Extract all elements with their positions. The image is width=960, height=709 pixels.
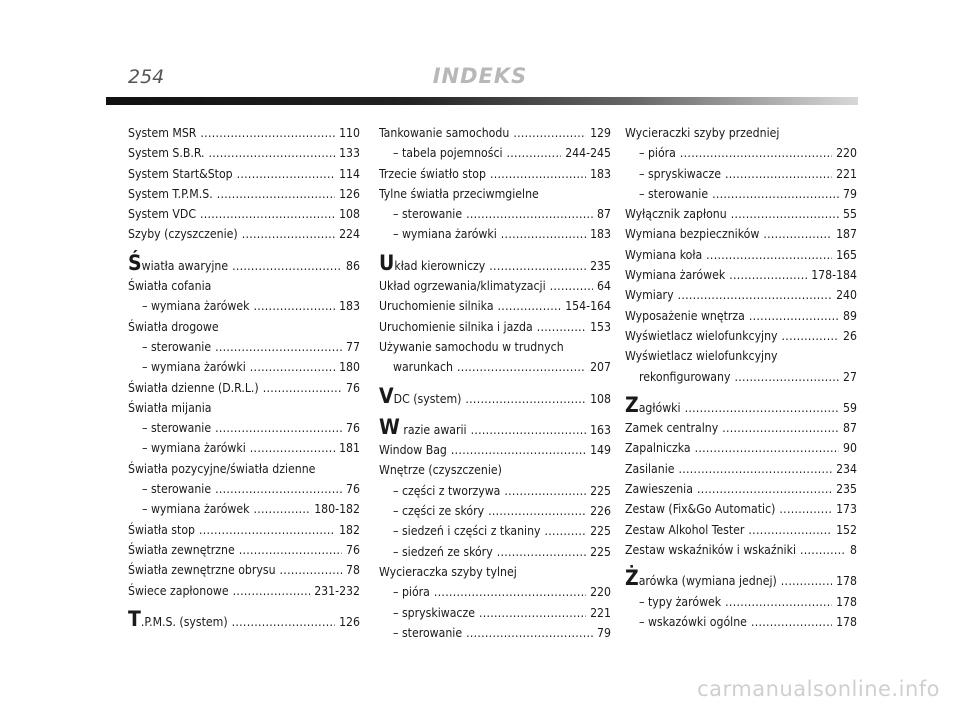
index-entry: Uruchomienie silnika . . . 154-164 <box>379 296 611 316</box>
index-entry: Wymiana koła . . . 165 <box>625 245 857 265</box>
index-subentry: – sterowanie . . . 79 <box>379 623 611 643</box>
index-entry: Światła dzienne (D.R.L.) . . . 76 <box>128 378 360 398</box>
index-entry: Wyposażenie wnętrza . . . 89 <box>625 306 857 326</box>
index-subentry: – wymiana żarówki . . . 183 <box>379 224 611 244</box>
index-heading: Wyświetlacz wielofunkcyjny <box>625 349 778 364</box>
index-subentry: – spryskiwacze . . . 221 <box>625 164 857 184</box>
index-entry: System T.P.M.S. . . . 126 <box>128 184 360 204</box>
index-subentry: warunkach . . . 207 <box>379 357 611 377</box>
section-initial: W <box>379 414 400 439</box>
index-subentry: – tabela pojemności . . . 244-245 <box>379 143 611 163</box>
index-subentry: – typy żarówek . . . 178 <box>625 592 857 612</box>
index-entry: Światła zewnętrzne obrysu . . . 78 <box>128 560 360 580</box>
index-subentry: – pióra . . . 220 <box>625 143 857 163</box>
index-entry: Światła stop . . . 182 <box>128 520 360 540</box>
index-entry: Zestaw wskaźników i wskaźniki . . . 8 <box>625 540 857 560</box>
index-column-3 <box>625 123 857 632</box>
index-subentry: – sterowanie . . . 76 <box>128 418 360 438</box>
index-heading: Światła drogowe <box>128 319 219 334</box>
section-initial: V <box>379 383 394 408</box>
index-entry: Szyby (czyszczenie) . . . 224 <box>128 224 360 244</box>
index-entry: Światła zewnętrzne . . . 76 <box>128 540 360 560</box>
section-initial: Z <box>625 392 639 417</box>
index-column-1 <box>128 123 360 632</box>
index-subentry: – sterowanie . . . 76 <box>128 479 360 499</box>
index-entry: Wymiana bezpieczników . . . 187 <box>625 224 857 244</box>
index-subentry: – części z tworzywa . . . 225 <box>379 481 611 501</box>
index-heading: Tylne światła przeciwmgielne <box>379 186 539 201</box>
index-subentry: – sterowanie . . . 77 <box>128 337 360 357</box>
index-entry: Zestaw (Fix&Go Automatic) . . . 173 <box>625 499 857 519</box>
index-heading: Światła mijania <box>128 400 212 415</box>
index-subentry: – wskazówki ogólne . . . 178 <box>625 612 857 632</box>
index-entry: Zawieszenia . . . 235 <box>625 479 857 499</box>
index-entry: Zestaw Alkohol Tester . . . 152 <box>625 520 857 540</box>
index-subentry: – części ze skóry . . . 226 <box>379 501 611 521</box>
index-entry: Układ kierowniczy . . . 235 <box>379 256 611 276</box>
page-number: 254 <box>128 66 165 88</box>
index-heading: Wycieraczka szyby tylnej <box>379 564 517 579</box>
index-entry: Tankowanie samochodu . . . 129 <box>379 123 611 143</box>
index-entry: Wyświetlacz wielofunkcyjny . . . 26 <box>625 326 857 346</box>
index-entry: Wymiana żarówek . . . 178-184 <box>625 265 857 285</box>
index-entry: Uruchomienie silnika i jazda . . . 153 <box>379 317 611 337</box>
index-entry: VDC (system) . . . 108 <box>379 389 611 409</box>
index-subentry: – wymiana żarówki . . . 181 <box>128 438 360 458</box>
section-initial: Ś <box>128 250 142 275</box>
index-entry: Zagłówki . . . 59 <box>625 398 857 418</box>
index-entry: System S.B.R. . . . 133 <box>128 143 360 163</box>
index-column-2 <box>379 123 611 643</box>
page-title: INDEKS <box>432 64 528 88</box>
index-entry: T.P.M.S. (system) . . . 126 <box>128 612 360 632</box>
index-entry: System MSR . . . 110 <box>128 123 360 143</box>
index-subentry: – wymiana żarówek . . . 183 <box>128 296 360 316</box>
index-entry: Zapalniczka . . . 90 <box>625 438 857 458</box>
index-entry: Żarówka (wymiana jednej) . . . 178 <box>625 571 857 591</box>
index-entry: Trzecie światło stop . . . 183 <box>379 164 611 184</box>
index-entry: Wyłącznik zapłonu . . . 55 <box>625 204 857 224</box>
index-entry: Zasilanie . . . 234 <box>625 459 857 479</box>
index-entry: Zamek centralny . . . 87 <box>625 418 857 438</box>
index-subentry: – wymiana żarówki . . . 180 <box>128 357 360 377</box>
index-heading: Używanie samochodu w trudnych <box>379 339 564 354</box>
index-subentry: – wymiana żarówek . . . 180-182 <box>128 499 360 519</box>
index-subentry: – siedzeń i części z tkaniny . . . 225 <box>379 521 611 541</box>
index-subentry: – spryskiwacze . . . 221 <box>379 603 611 623</box>
index-entry: Window Bag . . . 149 <box>379 440 611 460</box>
index-subentry: rekonfigurowany . . . 27 <box>625 367 857 387</box>
index-subentry: – pióra . . . 220 <box>379 582 611 602</box>
watermark: carmanualsonline.info <box>697 677 940 701</box>
section-initial: T <box>128 606 141 631</box>
index-subentry: – sterowanie . . . 87 <box>379 204 611 224</box>
header-bar <box>106 97 858 105</box>
index-entry: Światła awaryjne . . . 86 <box>128 256 360 276</box>
index-heading: Wycieraczki szyby przedniej <box>625 126 780 140</box>
section-initial: Ż <box>625 566 639 591</box>
index-entry: System Start&Stop . . . 114 <box>128 164 360 184</box>
index-heading: Światła pozycyjne/światła dzienne <box>128 461 316 476</box>
index-heading: Światła cofania <box>128 279 212 294</box>
index-entry: Układ ogrzewania/klimatyzacji . . . 64 <box>379 276 611 296</box>
index-entry: Wymiary . . . 240 <box>625 285 857 305</box>
index-subentry: – siedzeń ze skóry . . . 225 <box>379 542 611 562</box>
index-heading: Wnętrze (czyszczenie) <box>379 463 502 478</box>
index-subentry: – sterowanie . . . 79 <box>625 184 857 204</box>
index-entry: System VDC . . . 108 <box>128 204 360 224</box>
index-entry: W razie awarii . . . 163 <box>379 420 611 440</box>
index-entry: Świece zapłonowe . . . 231-232 <box>128 581 360 601</box>
section-initial: U <box>379 250 395 275</box>
